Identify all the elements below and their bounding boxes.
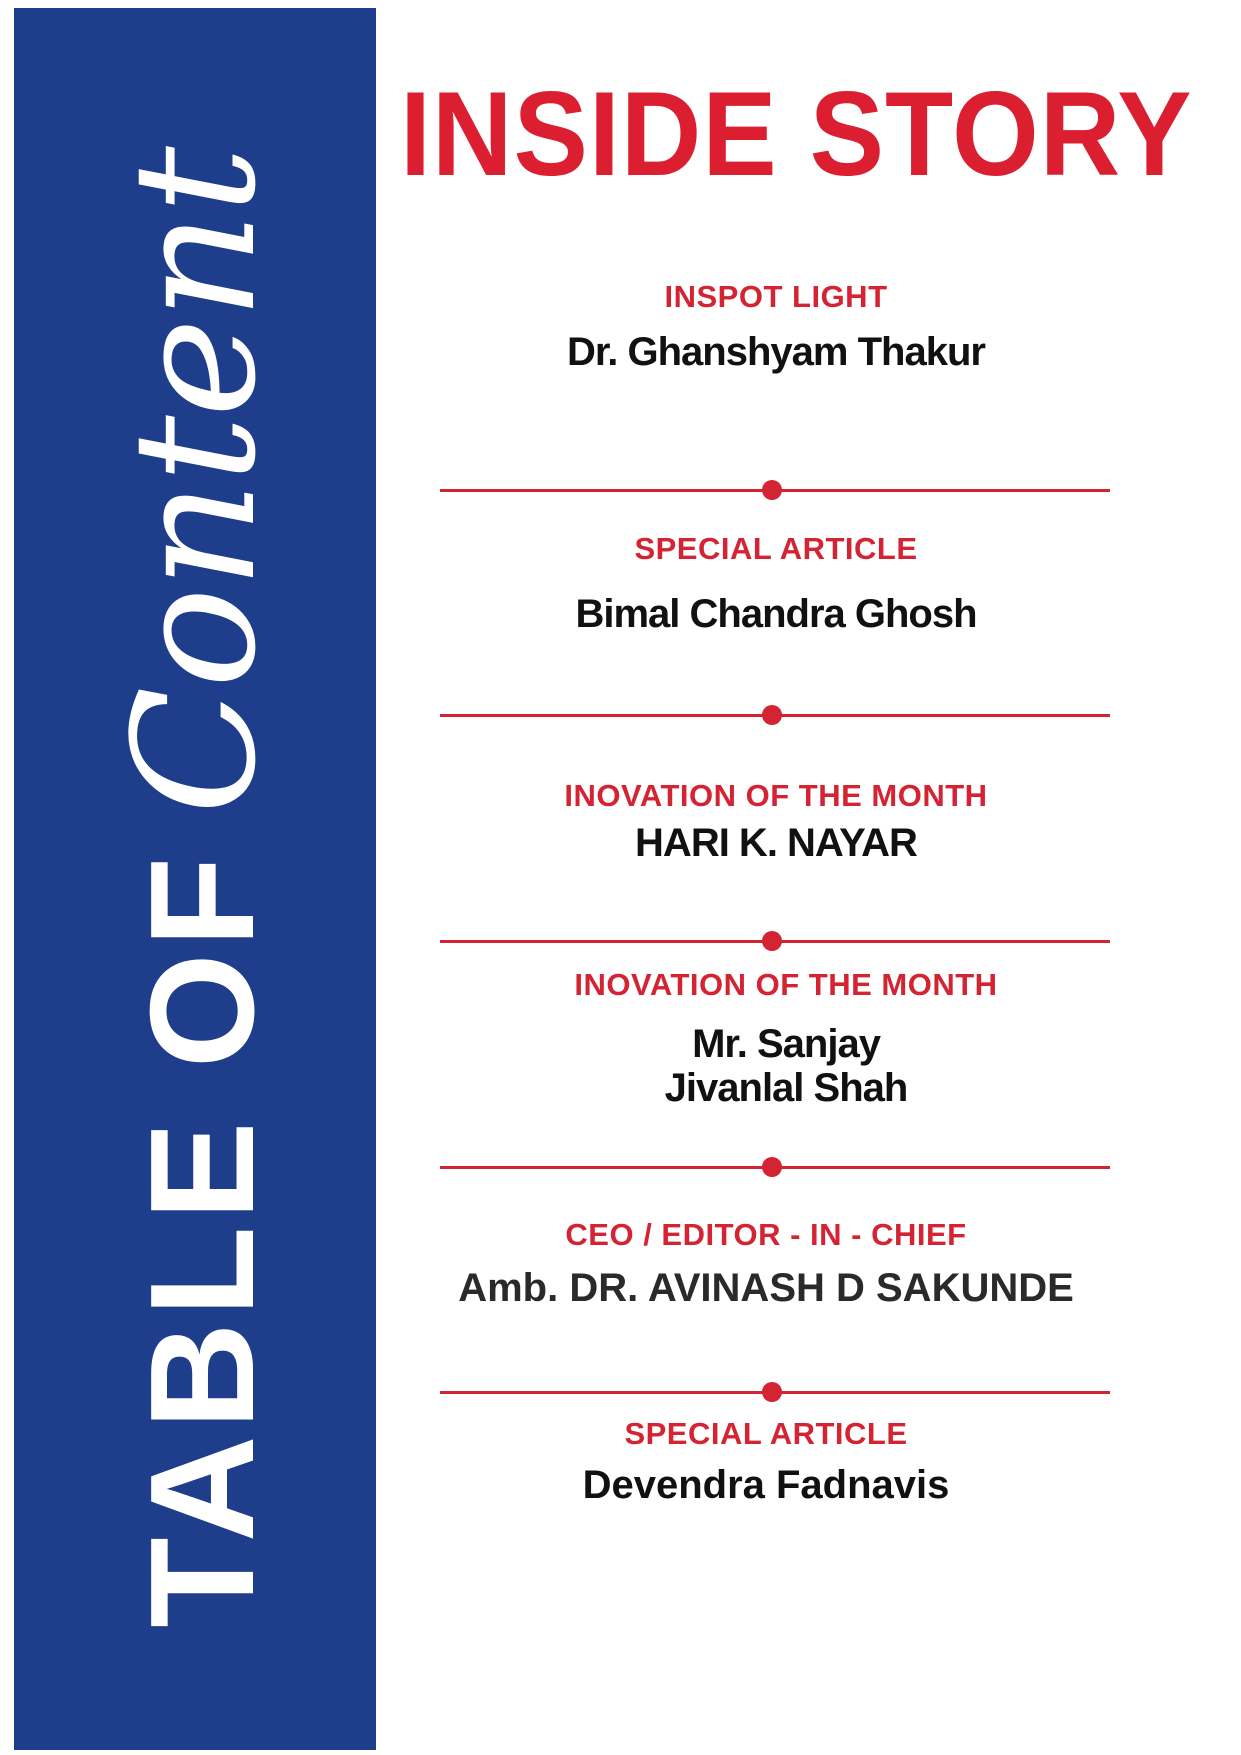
entry-name: Dr. Ghanshyam Thakur	[567, 330, 985, 375]
toc-entry-1[interactable]	[410, 280, 1142, 374]
divider-dot	[762, 931, 782, 951]
divider-dot	[762, 1382, 782, 1402]
entry-name-line-1: Mr. Sanjay	[692, 1022, 880, 1067]
divider	[440, 489, 1110, 492]
toc-entry-4[interactable]	[420, 968, 1152, 1110]
toc-entry-2[interactable]	[410, 532, 1142, 636]
entry-category: INOVATION OF THE MONTH	[574, 967, 998, 1002]
page-title: INSIDE STORY	[400, 67, 1193, 201]
divider-dot	[762, 1157, 782, 1177]
entry-category: SPECIAL ARTICLE	[624, 1416, 908, 1451]
sidebar-title-script: Content	[97, 148, 293, 815]
entry-name: Devendra Fadnavis	[582, 1463, 950, 1508]
divider	[440, 1166, 1110, 1169]
toc-entry-5[interactable]	[400, 1218, 1132, 1310]
toc-entry-6[interactable]	[400, 1417, 1132, 1507]
table-of-content-sidebar	[14, 8, 376, 1750]
toc-entry-3[interactable]	[410, 779, 1142, 865]
entry-name: Bimal Chandra Ghosh	[575, 592, 977, 637]
divider	[440, 714, 1110, 717]
entry-category: CEO / EDITOR - IN - CHIEF	[565, 1217, 967, 1252]
divider-dot	[762, 705, 782, 725]
divider	[440, 940, 1110, 943]
divider	[440, 1391, 1110, 1394]
entry-category: INSPOT LIGHT	[664, 279, 888, 314]
sidebar-title	[97, 148, 293, 1628]
entry-category: SPECIAL ARTICLE	[634, 531, 918, 566]
entry-category: INOVATION OF THE MONTH	[564, 778, 988, 813]
sidebar-title-main: TABLE OF	[120, 850, 285, 1628]
entry-name: Amb. DR. AVINASH D SAKUNDE	[458, 1266, 1074, 1311]
entry-name: HARI K. NAYAR	[635, 821, 917, 866]
divider-dot	[762, 480, 782, 500]
entry-name-line-2: Jivanlal Shah	[664, 1066, 908, 1111]
